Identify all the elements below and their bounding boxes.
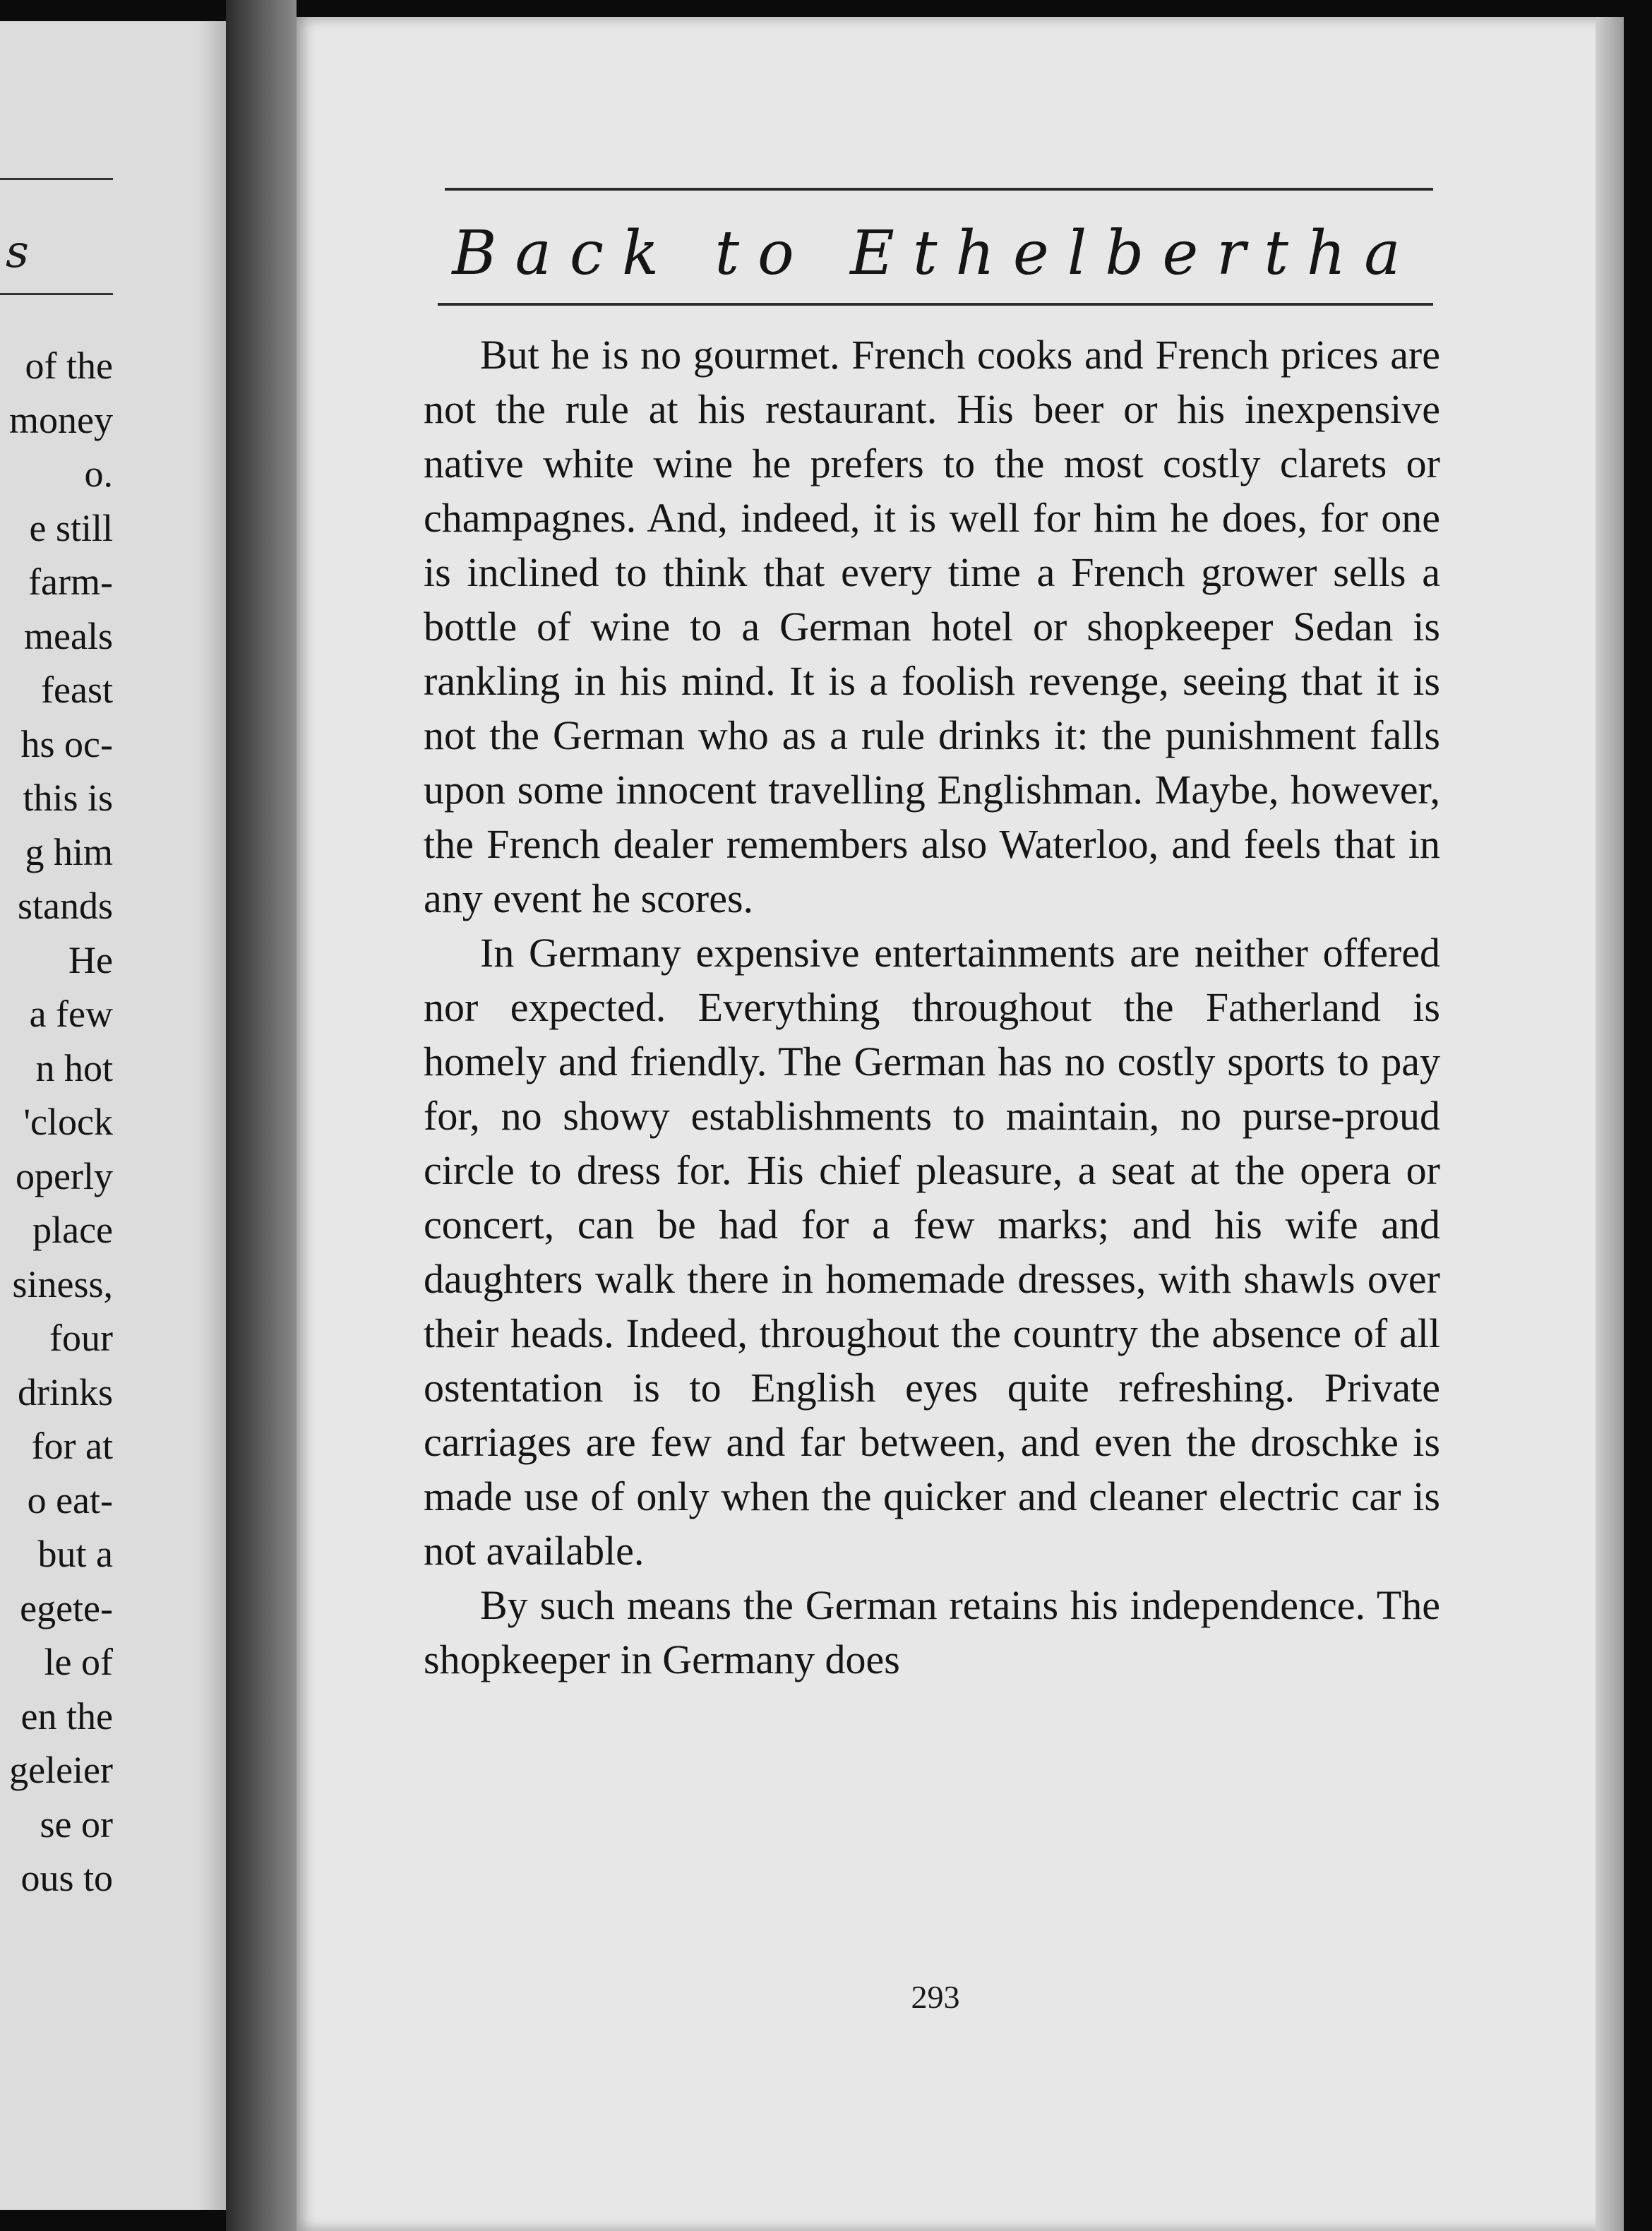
left-line-fragment: siness,: [12, 1262, 113, 1305]
left-line-fragment: geleier: [9, 1749, 113, 1791]
left-header-rule-bottom: [0, 293, 113, 295]
left-line-fragment: 'clock: [23, 1101, 113, 1143]
paragraph-2: In Germany expensive entertainments are neither offered nor expected. Everything throughout the Fatherland is homely and friendly. The German has no costly sports to pay for, no showy establishments to maintain, no purse-proud circle to dress for. His chief pleasure, a seat at the opera or concert, can be had for a few marks; and his wife and daughters walk there in homemade dresses, with shawls over their heads. Indeed, throughout the country the absence of all ostentation is to English eyes quite refreshing. Private carriages are few and far between, and even the droschke is made use of only when the quicker and cleaner electric car is not available.: [424, 930, 1440, 1574]
left-line-fragment: en the: [20, 1694, 113, 1737]
left-header-rule-top: [0, 178, 113, 180]
left-line-fragment: for at: [31, 1425, 113, 1467]
left-line-fragment: place: [32, 1209, 113, 1251]
left-line-fragment: drinks: [18, 1370, 113, 1413]
left-line-fragment: farm-: [28, 561, 113, 603]
left-line-fragment: egete-: [20, 1586, 113, 1629]
left-line-fragment: stands: [18, 885, 113, 927]
left-line-fragment: n hot: [35, 1046, 113, 1089]
running-head: Back to Ethelbertha: [452, 218, 1419, 289]
left-line-fragment: four: [49, 1317, 113, 1359]
left-line-fragment: o.: [84, 453, 113, 495]
body-text: [424, 328, 1440, 1687]
left-line-fragment: operly: [16, 1154, 113, 1197]
header-rule-bottom: [438, 303, 1433, 306]
page-number: 293: [911, 1979, 960, 2015]
left-running-head-fragment: s: [6, 226, 29, 278]
scan-background-edge: [1624, 0, 1652, 2231]
left-line-fragment: g him: [25, 830, 113, 873]
left-line-fragment: o eat-: [27, 1478, 113, 1521]
left-line-fragment: but a: [37, 1533, 113, 1575]
header-rule-top: [445, 188, 1433, 191]
left-line-fragment: He: [68, 938, 113, 981]
page-edge: [1596, 17, 1624, 2231]
left-line-fragment: hs oc-: [20, 722, 113, 765]
left-facing-page: [0, 21, 226, 2210]
left-line-fragment: this is: [23, 777, 113, 819]
left-line-fragment: ous to: [20, 1857, 113, 1899]
left-line-fragment: e still: [29, 506, 113, 549]
left-line-fragment: money: [9, 398, 113, 441]
right-page: [297, 17, 1624, 2231]
left-line-fragment: a few: [29, 993, 113, 1035]
left-line-fragment: of the: [25, 345, 113, 387]
left-line-fragment: le of: [44, 1641, 113, 1683]
paragraph-1: But he is no gourmet. French cooks and French prices are not the rule at his restaurant. His beer or his inexpensive native white wine he prefers to the most costly clarets or champagnes. And, indeed, it is well for him he does, for one is inclined to think that every time a French grower sells a bottle of wine to a German hotel or shopkeeper Sedan is rankling in his mind. It is a foolish revenge, seeing that it is not the German who as a rule drinks it: the punishment falls upon some innocent travelling Englishman. Maybe, however, the French dealer remembers also Waterloo, and feels that in any event he scores.: [424, 332, 1440, 921]
left-line-fragment: se or: [40, 1802, 113, 1846]
left-line-fragment: meals: [24, 614, 113, 657]
left-line-fragment: feast: [41, 669, 113, 711]
left-page-line-fragments: [0, 339, 113, 1906]
book-gutter: [226, 0, 297, 2231]
left-page-shadow: [198, 21, 226, 2210]
paragraph-3: By such means the German retains his independence. The shopkeeper in Germany does: [424, 1582, 1440, 1682]
